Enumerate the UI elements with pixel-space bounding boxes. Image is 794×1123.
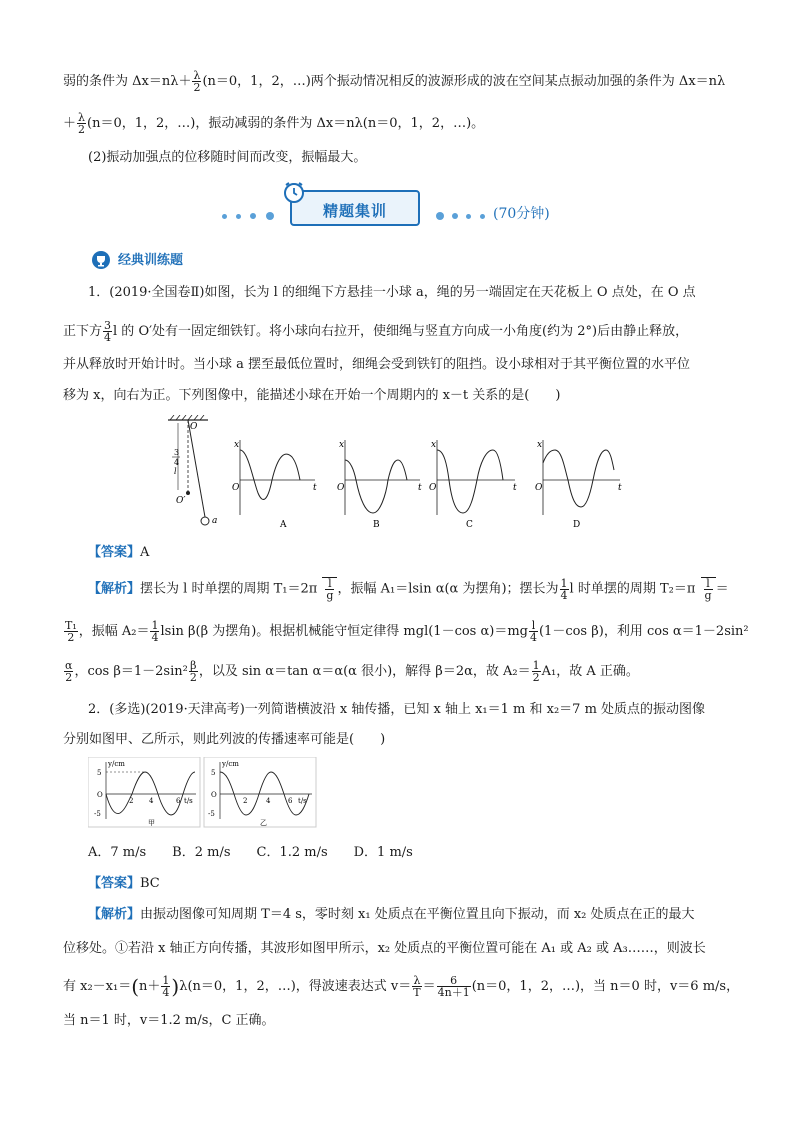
q1-explanation-line-2	[63, 620, 749, 643]
axis-t: t	[618, 483, 622, 493]
frac-1-4	[161, 975, 170, 998]
q1-line-1: 1．(2019·全国卷Ⅱ)如图，长为 l 的细绳下方悬挂一小球 a，绳的另一端固定在天花板上 O 点处，在 O 点	[88, 285, 696, 300]
exp-1b: ，振幅 A₁＝lsin α(α 为摆角)；摆长为	[337, 581, 559, 597]
axis-O: O	[337, 483, 345, 493]
q2-explanation-line-1	[88, 907, 695, 923]
tick-6: 6	[288, 797, 293, 805]
banner-time: (70分钟)	[493, 206, 550, 222]
exp-1d: ＝	[715, 581, 729, 597]
graph-C	[429, 440, 517, 530]
exp-3c: A₁，故 A 正确。	[541, 664, 639, 679]
q2-e3-paren: n＋	[139, 979, 161, 994]
frac-den: 2	[532, 671, 540, 684]
exp-2c: (1－cos β)，利用 cos α＝1－2sin²	[538, 624, 749, 639]
q2-explanation-line-2: 位移处。①若沿 x 轴正方向传播，其波形如图甲所示，x₂ 处质点的平衡位置可能在 A₁ 或 A₂ 或 A₃……，则波长	[63, 941, 706, 956]
fig-label-O: O	[190, 422, 198, 432]
frac-den: 4	[529, 631, 537, 644]
frac-den: 4	[151, 631, 159, 644]
banner-dot	[250, 213, 256, 219]
frac-beta-2	[189, 660, 198, 683]
tick-O: O	[211, 791, 217, 799]
q1-explanation-line-3	[63, 660, 639, 683]
frac-num: 1	[560, 576, 568, 590]
section-title: 经典训练题	[118, 253, 184, 268]
frac-den: 2	[193, 81, 201, 94]
explanation-tag: 【解析】	[88, 907, 141, 922]
q2-line-2: 分别如图甲、乙所示，则此列波的传播速率可能是( )	[63, 732, 386, 747]
q2-e1: 由振动图像可知周期 T＝4 s，零时刻 x₁ 处质点在平衡位置且向下振动，而 x₂ 处质点在正的最大	[140, 907, 695, 922]
frac-num: 1	[162, 974, 170, 987]
frac-den: 4n＋1	[437, 986, 470, 999]
tick-4: 4	[149, 797, 154, 805]
q1-line-2	[63, 320, 688, 343]
q2-figure	[88, 757, 318, 829]
frac-num: λ	[78, 111, 85, 124]
frac-den: 2	[65, 671, 73, 684]
q1-answer	[88, 545, 149, 561]
alarm-clock-icon	[282, 180, 306, 204]
sqrt-l-over-g-2	[701, 577, 716, 601]
tick-2: 2	[129, 797, 134, 805]
answer-value: A	[140, 545, 150, 560]
option-label-A: A	[280, 520, 287, 530]
frac-num: l	[704, 578, 713, 590]
q2-e3c: ＝	[422, 979, 436, 994]
exp-1c: l 时单摆的周期 T₂＝π	[569, 581, 696, 597]
paren-close: )	[171, 974, 180, 999]
banner-box	[290, 190, 420, 226]
intro-line-1b: (n＝0，1，2，…)两个振动情况相反的波源形成的波在空间某点振动加强的条件为 Δx＝nλ	[202, 74, 726, 89]
answer-tag: 【答案】	[88, 545, 141, 560]
intro-fraction-2	[77, 112, 86, 135]
frac-1-4	[560, 578, 569, 601]
exp-3b: ，以及 sin α＝tan α＝α(α 很小)，解得 β＝2α，故 A₂＝	[198, 664, 531, 679]
axis-x: x	[537, 440, 543, 450]
frac-alpha-2	[64, 660, 73, 683]
frac-T1-2	[64, 620, 78, 643]
q1-line-4: 移为 x，向右为正。下列图像中，能描述小球在开始一个周期内的 x－t 关系的是( )	[63, 388, 561, 403]
frac-l-g	[704, 578, 713, 601]
q1-line-2b: l 的 O′处有一固定细铁钉。将小球向右拉开，使细绳与竖直方向成一小角度(约为 2°)后由静止释放，	[113, 324, 689, 339]
frac-1-4	[150, 620, 159, 643]
graph-D	[535, 440, 622, 530]
frac-den: 2	[78, 123, 86, 136]
frac-num: α	[65, 659, 73, 672]
fig-label-O-prime: O′	[176, 496, 186, 506]
answer-tag: 【答案】	[88, 876, 141, 891]
explanation-tag: 【解析】	[88, 581, 141, 597]
exp-2a: ，振幅 A₂＝	[78, 624, 150, 639]
axis-ts: t/s	[184, 797, 193, 805]
frac-num: T₁	[65, 619, 77, 632]
banner-title: 精题集训	[322, 202, 387, 220]
sqrt-l-over-g	[322, 577, 337, 601]
banner-dot	[222, 214, 227, 219]
q1-figure	[160, 415, 630, 535]
graph-B	[337, 440, 422, 530]
frac-num: β	[190, 659, 197, 672]
frac-den: T	[413, 986, 421, 999]
tick-O: O	[97, 791, 103, 799]
tick-neg5: -5	[208, 810, 215, 818]
intro-line-2a: ＋	[63, 116, 77, 131]
q2-line-1: 2．(多选)(2019·天津高考)一列简谐横波沿 x 轴传播，已知 x 轴上 x₁＝1 m 和 x₂＝7 m 处质点的振动图像	[88, 702, 706, 717]
tick-4: 4	[266, 797, 271, 805]
frac-num: 6	[437, 975, 471, 987]
banner-dot	[436, 212, 444, 220]
intro-line-2b: (n＝0，1，2，…)，振动减弱的条件为 Δx＝nλ(n＝0，1，2，…)。	[87, 116, 485, 131]
y-axis-label: y/cm	[222, 760, 239, 768]
trophy-icon	[92, 251, 110, 269]
frac-den: 2	[67, 631, 75, 644]
intro-line-1a: 弱的条件为 Δx＝nλ＋	[63, 74, 192, 89]
q2-e3a: 有 x₂－x₁＝	[63, 979, 132, 994]
frac-num: 1	[151, 619, 159, 632]
tick-2: 2	[243, 797, 248, 805]
frac-den: g	[326, 589, 334, 602]
axis-O: O	[429, 483, 437, 493]
axis-O: O	[535, 483, 543, 493]
frac-den: g	[704, 589, 712, 602]
frac-l-4	[529, 620, 538, 643]
q1-explanation-line-1	[88, 577, 729, 601]
frac-den: 2	[189, 671, 197, 684]
option-label-D: D	[573, 520, 581, 530]
axis-x: x	[431, 440, 437, 450]
frac-lambda-T	[412, 975, 421, 998]
frac-num: 1	[532, 659, 540, 672]
banner-dot	[266, 212, 274, 220]
banner-dot	[480, 214, 485, 219]
q1-fraction	[103, 320, 112, 343]
frac-den: 4	[560, 588, 568, 602]
answer-value: BC	[140, 876, 160, 891]
frac-num: λ	[413, 974, 421, 987]
axis-t: t	[418, 483, 422, 493]
fig-label-l: l	[174, 467, 177, 476]
frac-num: l	[529, 620, 538, 632]
banner-dot	[452, 213, 458, 219]
intro-line-2	[63, 112, 484, 135]
axis-x: x	[234, 440, 240, 450]
frac-l-g	[325, 578, 334, 601]
frac-num: l	[325, 578, 334, 590]
frac-den: 4	[162, 986, 170, 999]
fig-label-a: a	[212, 516, 218, 526]
axis-t: t	[513, 483, 517, 493]
caption-jia: 甲	[148, 819, 155, 827]
q2-explanation-line-3	[63, 975, 739, 998]
q2-options: A．7 m/s B．2 m/s C．1.2 m/s D．1 m/s	[88, 845, 413, 860]
fig-frac-4: 4	[174, 458, 180, 467]
q1-line-3: 并从释放时开始计时。当小球 a 摆至最低位置时，细绳会受到铁钉的阻挡。设小球相对于其平衡位置的水平位	[63, 357, 691, 372]
frac-num: 3	[104, 319, 112, 332]
exp-1a: 摆长为 l 时单摆的周期 T₁＝2π	[140, 581, 318, 597]
q2-explanation-line-4: 当 n＝1 时，v＝1.2 m/s，C 正确。	[63, 1013, 275, 1028]
frac-6-4n1	[437, 975, 471, 998]
q2-answer	[88, 876, 160, 892]
option-label-B: B	[373, 520, 380, 530]
q1-line-2a: 正下方	[63, 324, 103, 339]
option-label-C: C	[466, 520, 473, 530]
tick-5: 5	[97, 769, 102, 777]
q2-e3b: λ(n＝0，1，2，…)，得波速表达式 v＝	[179, 979, 412, 994]
exp-2b: lsin β(β 为摆角)。根据机械能守恒定律得 mgl(1－cos α)＝mg	[160, 624, 528, 639]
intro-fraction	[192, 70, 201, 93]
paren-open: (	[131, 974, 140, 999]
intro-line-1	[63, 70, 725, 93]
intro-line-3: (2)振动加强点的位移随时间而改变，振幅最大。	[88, 150, 367, 165]
tick-neg5: -5	[94, 810, 101, 818]
tick-6: 6	[176, 797, 181, 805]
axis-x: x	[339, 440, 345, 450]
q2-e3d: (n＝0，1，2，…)，当 n＝0 时，v＝6 m/s，	[471, 979, 740, 994]
fig-frac-3: 3	[174, 448, 180, 457]
y-axis-label: y/cm	[108, 760, 125, 768]
exp-3a: ，cos β＝1－2sin²	[74, 664, 188, 679]
axis-t: t	[313, 483, 317, 493]
axis-ts: t/s	[298, 797, 307, 805]
frac-den: 4	[104, 331, 112, 344]
axis-O: O	[232, 483, 240, 493]
caption-yi: 乙	[260, 819, 267, 827]
tick-5: 5	[211, 769, 216, 777]
frac-1-2	[532, 660, 541, 683]
banner-dot	[236, 214, 241, 219]
graph-A	[232, 440, 317, 530]
banner-dot	[466, 214, 471, 219]
frac-num: λ	[193, 69, 201, 82]
